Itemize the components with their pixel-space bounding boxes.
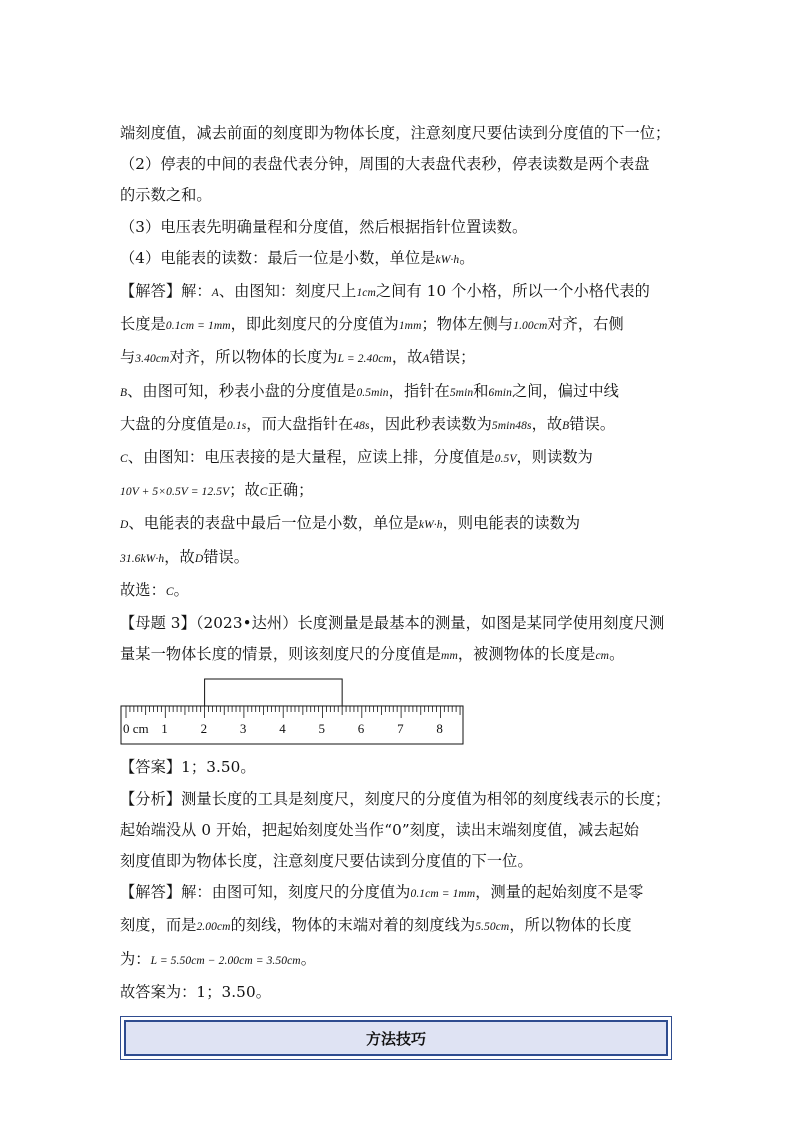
text-line: （4）电能表的读数：最后一位是小数，单位是kW·h。	[120, 248, 475, 267]
ruler-label: 0 cm	[123, 721, 149, 737]
text-line: 端刻度值，减去前面的刻度即为物体长度，注意刻度尺要估读到分度值的下一位；	[120, 124, 671, 142]
ruler-figure	[120, 676, 676, 748]
text-line: 【分析】测量长度的工具是刻度尺，刻度尺的分度值为相邻的刻度线表示的长度；	[120, 789, 671, 808]
text-line: 【母题 3】（2023•达州）长度测量是最基本的测量，如图是某同学使用刻度尺测	[120, 614, 665, 633]
text-line: 量某一物体长度的情景，则该刻度尺的分度值是mm，被测物体的长度是cm。	[120, 645, 625, 664]
ruler-label: 3	[239, 721, 247, 737]
section-banner	[120, 1016, 672, 1060]
text-line: 大盘的分度值是0.1s，而大盘指针在48s，因此秒表读数为5min48s，故B错误。	[120, 414, 616, 433]
document-page	[120, 118, 676, 1060]
text-line: C、由图知：电压表接的是大量程，应读上排，分度值是0.5V，则读数为	[120, 448, 593, 467]
text-line: 刻度值即为物体长度，注意刻度尺要估读到分度值的下一位。	[120, 852, 533, 871]
ruler-label: 5	[318, 721, 325, 737]
text-line: 为：L = 5.50cm − 2.00cm = 3.50cm。	[120, 949, 316, 968]
ruler-label: 8	[436, 721, 443, 737]
ruler-diagram	[120, 676, 465, 748]
text-line: 起始端没从 0 开始，把起始刻度处当作“0”刻度，读出末端刻度值，减去起始	[120, 820, 640, 839]
text-line: B、由图可知，秒表小盘的分度值是0.5min，指针在5min和6min之间，偏过中线	[120, 381, 619, 400]
text-line: （3）电压表先明确量程和分度值，然后根据指针位置读数。	[120, 217, 528, 236]
ruler-label: 6	[357, 721, 365, 737]
measured-object	[205, 679, 343, 706]
text-line: 【答案】1；3.50。	[120, 758, 256, 777]
ruler-label: 4	[279, 721, 286, 737]
text-line: 故选：C。	[120, 580, 189, 599]
ruler-label: 1	[161, 721, 168, 737]
text-line: 【解答】解：A、由图知：刻度尺上1cm之间有 10 个小格，所以一个小格代表的	[120, 282, 650, 301]
banner-title: 方法技巧	[124, 1020, 668, 1056]
text-line: 刻度，而是2.00cm的刻线，物体的末端对着的刻度线为5.50cm，所以物体的长度	[120, 916, 632, 935]
ruler-label: 7	[397, 721, 404, 737]
text-line: 的示数之和。	[120, 186, 212, 205]
text-line: 【解答】解：由图可知，刻度尺的分度值为0.1cm = 1mm，测量的起始刻度不是零	[120, 883, 644, 902]
text-line: D、电能表的表盘中最后一位是小数，单位是kW·h，则电能表的读数为	[120, 514, 581, 533]
text-line: 长度是0.1cm = 1mm，即此刻度尺的分度值为1mm；物体左侧与1.00cm对齐，右侧	[120, 315, 624, 334]
text-line: （2）停表的中间的表盘代表分钟，周围的大表盘代表秒，停表读数是两个表盘	[120, 155, 650, 174]
ruler-body	[121, 706, 463, 744]
ruler-label: 2	[200, 721, 208, 737]
text-line: 与3.40cm对齐，所以物体的长度为L = 2.40cm，故A错误；	[120, 348, 476, 367]
text-line: 故答案为：1；3.50。	[120, 982, 271, 1001]
text-line: 10V + 5×0.5V = 12.5V；故C正确；	[120, 481, 314, 500]
text-line: 31.6kW·h，故D错误。	[120, 547, 250, 566]
